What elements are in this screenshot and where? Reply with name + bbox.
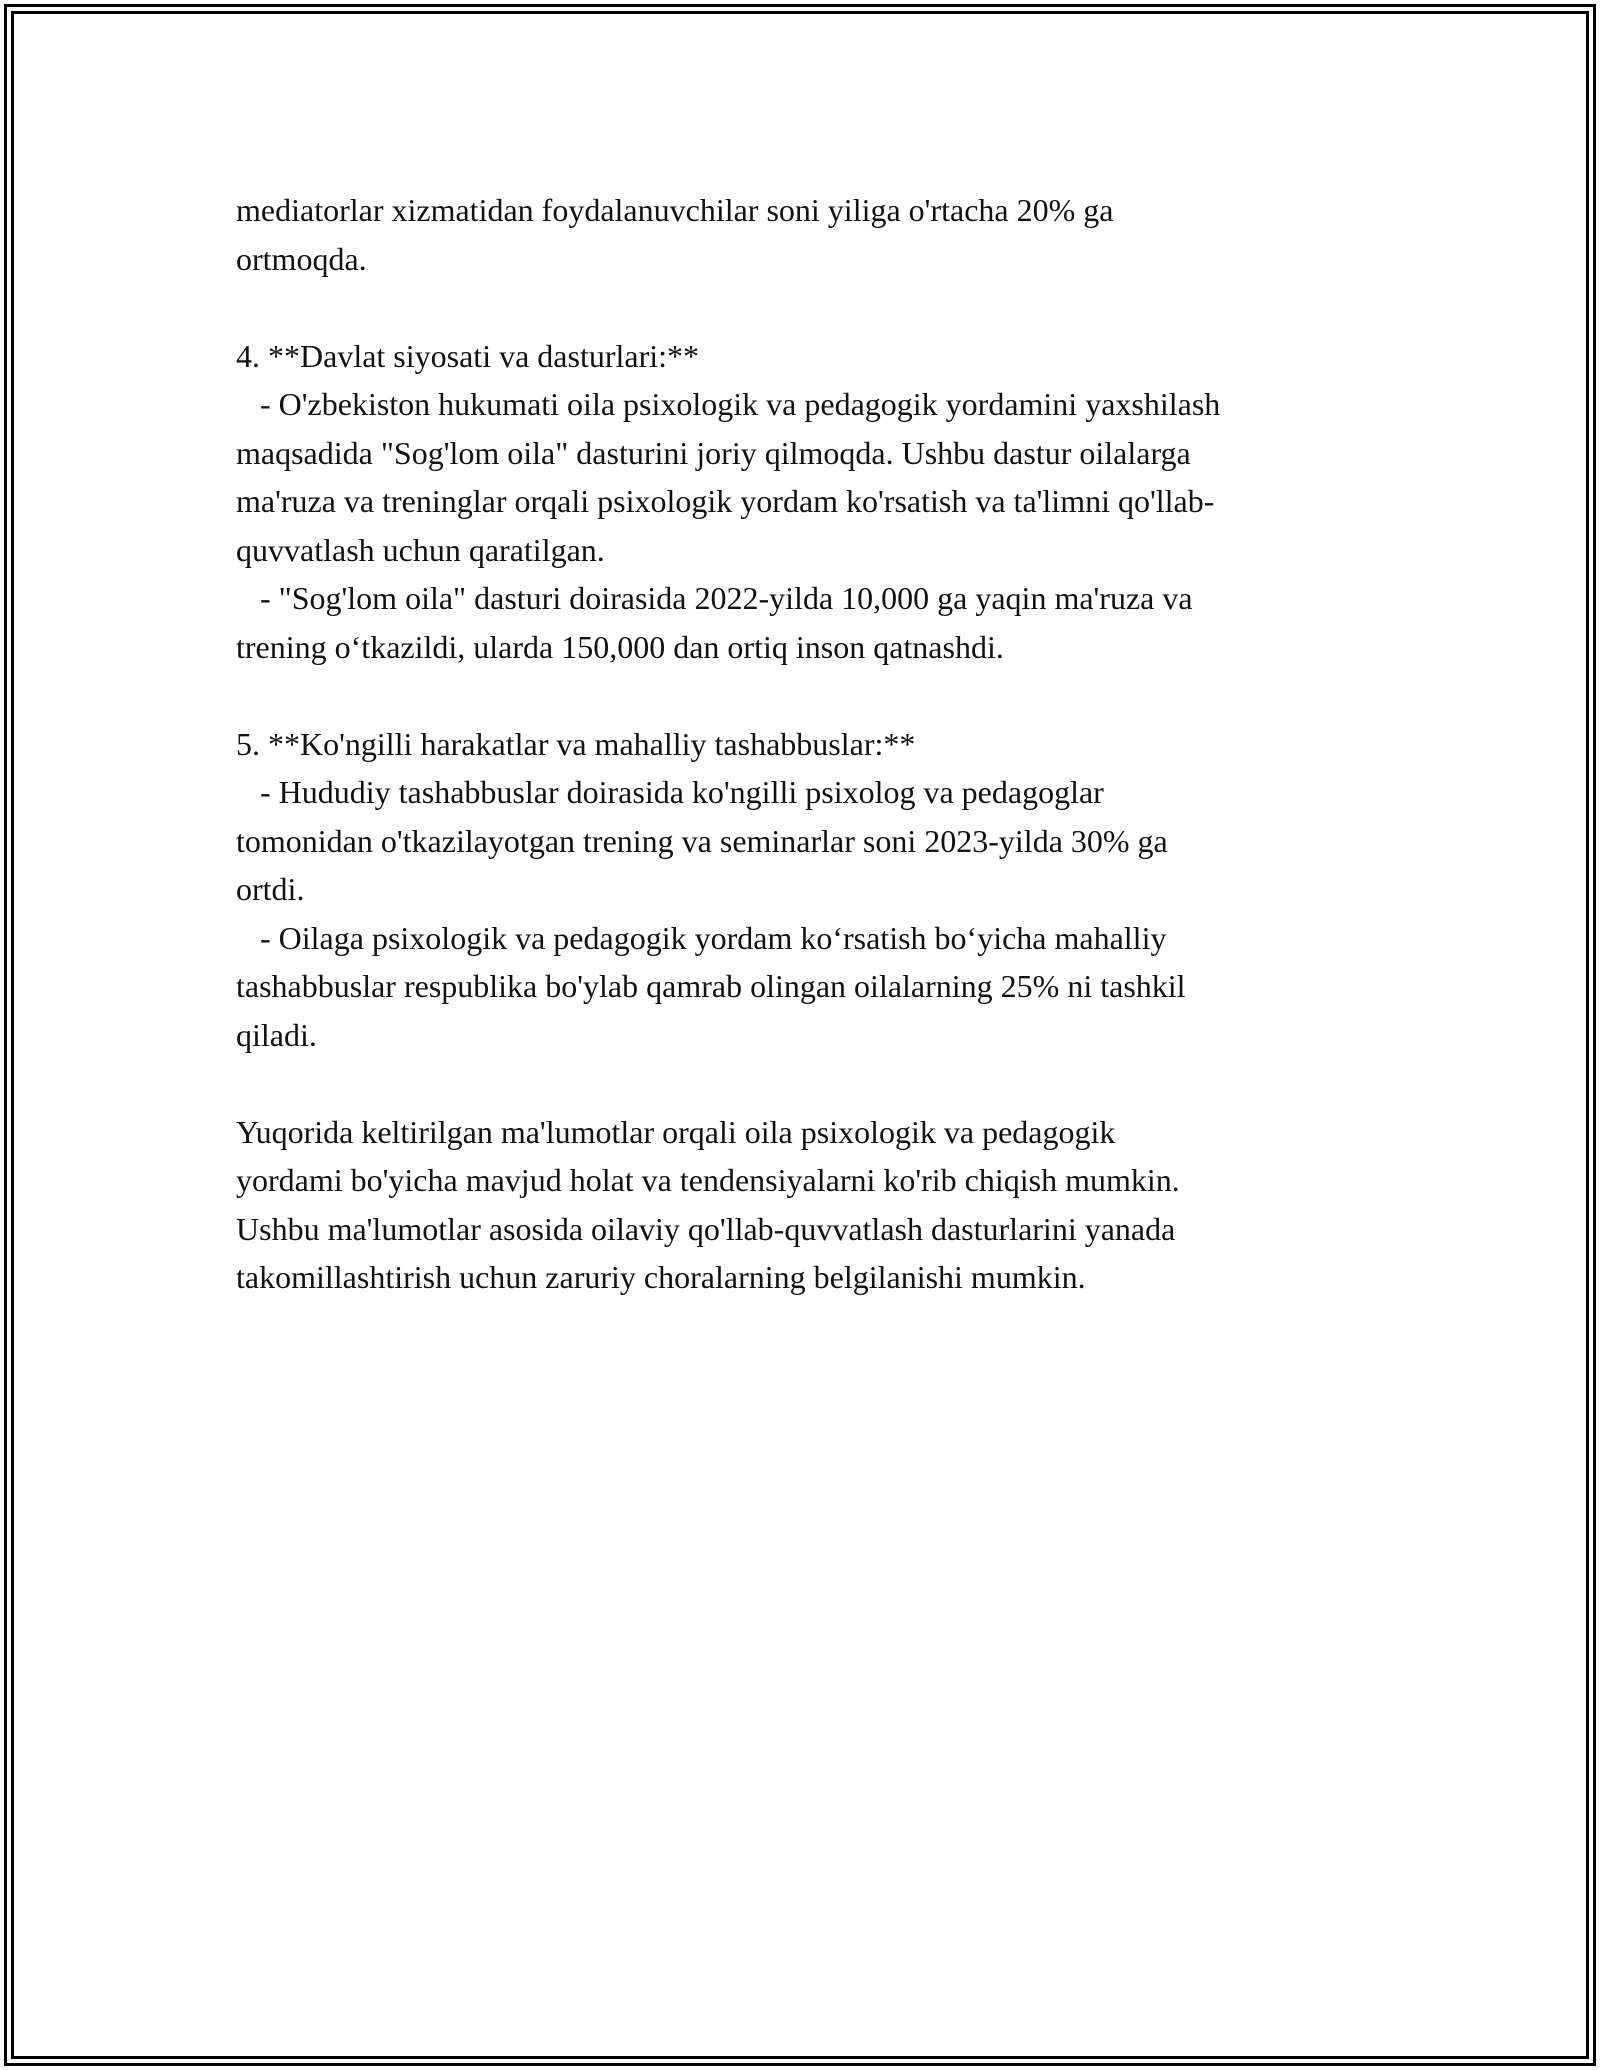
text-line: trening o‘tkazildi, ularda 150,000 dan ortiq inson qatnashdi.: [236, 628, 1004, 665]
text-line: mediatorlar xizmatidan foydalanuvchilar soni yiliga o'rtacha 20% ga: [236, 192, 1114, 228]
text-line: [236, 914, 1386, 963]
text-line: ortdi.: [236, 871, 305, 907]
text-line: quvvatlash uchun qaratilgan.: [236, 531, 605, 568]
bullet-text: - Hududiy tashabbuslar doirasida ko'ngilli psixolog va pedagoglar: [236, 774, 1104, 810]
bullet-text: - O'zbekiston hukumati oila psixologik va pedagogik yordamini yaxshilash: [236, 386, 1221, 422]
text-line: tashabbuslar respublika bo'ylab qamrab olingan oilalarning 25% ni tashkil: [236, 968, 1186, 1004]
text-line: [236, 768, 1386, 817]
section-heading: 4. **Davlat siyosati va dasturlari:**: [236, 337, 700, 374]
bullet-text: - "Sog'lom oila" dasturi doirasida 2022-yilda 10,000 ga yaqin ma'ruza va: [236, 580, 1193, 616]
text-line: maqsadida "Sog'lom oila" dasturini joriy qilmoqda. Ushbu dastur oilalarga: [236, 434, 1191, 471]
text-line: yordami bo'yicha mavjud holat va tendensiyalarni ko'rib chiqish mumkin.: [236, 1162, 1180, 1198]
text-line: [236, 380, 1386, 429]
text-line: Yuqorida keltirilgan ma'lumotlar orqali oila psixologik va pedagogik: [236, 1113, 1116, 1150]
section-heading: 5. **Ko'ngilli harakatlar va mahalliy tashabbuslar:**: [236, 725, 916, 762]
text-line: tomonidan o'tkazilayotgan trening va seminarlar soni 2023-yilda 30% ga: [236, 822, 1168, 859]
bullet-text: - Oilaga psixologik va pedagogik yordam ko‘rsatish bo‘yicha mahalliy: [236, 919, 1167, 956]
text-line: [236, 574, 1386, 623]
text-line: qiladi.: [236, 1016, 317, 1053]
text-line: ortmoqda.: [236, 240, 367, 277]
text-line: ma'ruza va treninglar orqali psixologik yordam ko'rsatish va ta'limni qo'llab-: [236, 483, 1215, 519]
blank-line: [236, 1059, 1386, 1108]
text-line: takomillashtirish uchun zaruriy choralarning belgilanishi mumkin.: [236, 1259, 1086, 1295]
document-body: [236, 186, 1386, 1302]
text-line: Ushbu ma'lumotlar asosida oilaviy qo'llab-quvvatlash dasturlarini yanada: [236, 1210, 1176, 1247]
blank-line: [236, 283, 1386, 332]
blank-line: [236, 671, 1386, 720]
